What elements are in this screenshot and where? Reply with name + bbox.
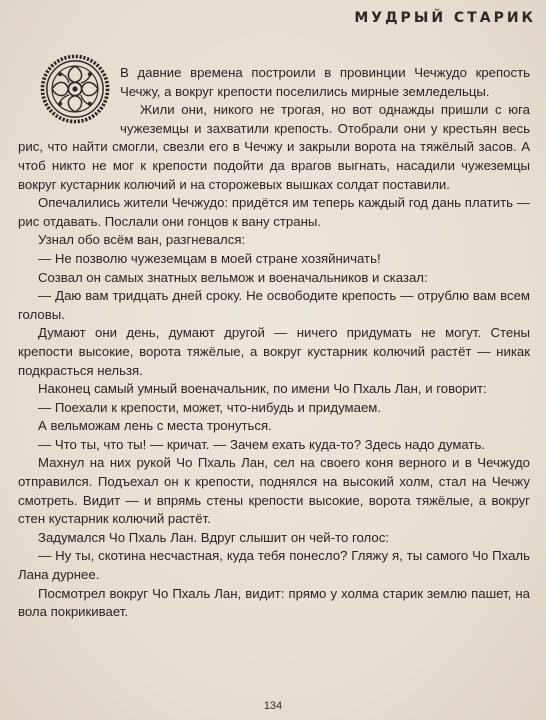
paragraph-5: — Не позволю чужеземцам в моей стране хозяйничать! bbox=[38, 250, 381, 266]
paragraph-2: Жили они, никого не трогая, но вот однажды пришли с юга чужеземцы и захватили крепость. Отобрали они у крестьян весь рис, что найти смогли, свезли его в Чечжу и закрыли ворота на тяжёлый засов. А чтоб никто не мог к крепости подойти да врагов выгнать, насадили чужеземцы вокруг кустарник колючий и на сторожевых вышках солдат поставили. bbox=[18, 102, 530, 192]
paragraph-8: Думают они день, думают другой — ничего придумать не могут. Стены крепости высокие, ворота тяжёлые, а вокруг кустарник колючий растёт — никак подкрасться нельзя. bbox=[18, 325, 530, 378]
ornament-space bbox=[18, 64, 120, 122]
paragraph-14: Задумался Чо Пхаль Лан. Вдруг слышит он чей-то голос: bbox=[38, 529, 389, 545]
paragraph-9: Наконец самый умный военачальник, по имени Чо Пхаль Лан, и говорит: bbox=[38, 381, 487, 397]
page-number: 134 bbox=[263, 700, 283, 712]
paragraph-6: Созвал он самых знатных вельмож и военачальников и сказал: bbox=[38, 269, 428, 285]
paragraph-13: Махнул на них рукой Чо Пхаль Лан, сел на своего коня верного и в Чечжудо отправился. Подъехал он к крепости, поднялся на высокий холм, стал на Чечжу смотреть. Видит — и впрямь стены крепости высокие, ворота тяжёлые, а вокруг стен кустарник колючий растёт. bbox=[18, 455, 530, 527]
story-text bbox=[18, 64, 530, 622]
paragraph-10: — Поехали к крепости, может, что-нибудь и придумаем. bbox=[38, 399, 382, 415]
paragraph-3: Опечалились жители Чечжудо: придётся им теперь каждый год дань платить — рис отдавать. Послали они гонцов к вану страны. bbox=[18, 195, 530, 229]
paragraph-4: Узнал обо всём ван, разгневался: bbox=[38, 232, 246, 248]
paragraph-16: Посмотрел вокруг Чо Пхаль Лан, видит: прямо у холма старик землю пашет, на вола покрикивает. bbox=[18, 585, 530, 620]
paragraph-7: — Даю вам тридцать дней сроку. Не освободите крепость — отрублю вам всем головы. bbox=[18, 288, 530, 322]
running-title: МУДРЫЙ СТАРИК bbox=[354, 10, 536, 26]
paragraph-11: А вельможам лень с места тронуться. bbox=[38, 418, 272, 434]
paragraph-15: — Ну ты, скотина несчастная, куда тебя понесло? Гляжу я, ты самого Чо Пхаль Лана дурнее. bbox=[18, 548, 530, 583]
paragraph-1: В давние времена построили в провинции Чечжудо крепость Чечжу, а вокруг крепости поселились мирные земледельцы. bbox=[120, 65, 530, 99]
paragraph-12: — Что ты, что ты! — кричат. — Зачем ехать куда-то? Здесь надо думать. bbox=[38, 436, 486, 452]
